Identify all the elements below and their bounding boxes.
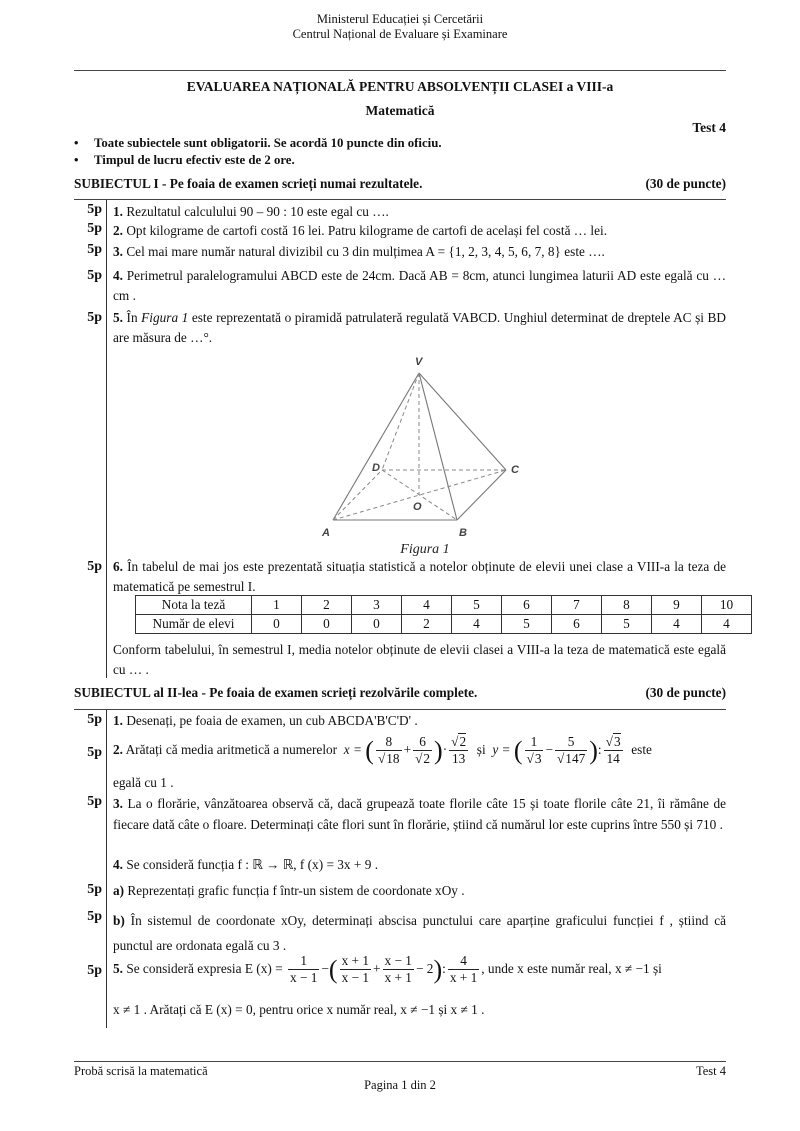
item-points: 5p: [87, 882, 102, 897]
item-points: 5p: [87, 712, 102, 727]
edge-VA: [333, 373, 419, 520]
row-label: Nota la teză: [136, 596, 252, 615]
item-points: 5p: [87, 745, 102, 760]
exam-title: EVALUAREA NAȚIONALĂ PENTRU ABSOLVENȚII CLASEI a VIII-a: [186, 79, 614, 94]
table-row: [136, 596, 752, 615]
question-6: 6. În tabelul de mai jos este prezentată situația statistică a notelor obținute de elevii unei clase a VIII-a la teza de matematică pe semestrul I.: [113, 559, 726, 594]
table-cell: 2: [402, 615, 452, 634]
section-1-heading: [74, 176, 726, 192]
table-cell: 6: [552, 615, 602, 634]
item-points: 5p: [87, 310, 102, 325]
table-cell: 8: [602, 596, 652, 615]
table-cell: 4: [702, 615, 752, 634]
section-2-divider: [74, 709, 726, 710]
item-points: 5p: [87, 794, 102, 809]
problem-2-end: egală cu 1 .: [113, 775, 174, 790]
question-2: 2. Opt kilograme de cartofi costă 16 lei. Patru kilograme de cartofi de același fel costă … lei.: [113, 223, 608, 238]
question-1: 1. Rezultatul calculului 90 – 90 : 10 este egal cu ….: [113, 204, 389, 219]
table-cell: 7: [552, 596, 602, 615]
label-V: V: [415, 356, 423, 368]
problem-4b: b) În sistemul de coordonate xOy, determinați abscisa punctului care aparține graficului funcției f , știind că punctul are ordonata egală cu 3 .: [113, 913, 726, 953]
table-cell: 4: [402, 596, 452, 615]
section-2-points: (30 de puncte): [645, 685, 726, 700]
section-1-divider: [74, 199, 726, 200]
points-column-divider: [106, 710, 107, 1028]
section-1-points: (30 de puncte): [645, 176, 726, 191]
edge-VD: [382, 373, 419, 470]
label-B: B: [459, 527, 467, 539]
pyramid-figure: [300, 345, 550, 560]
problem-4: 4. Se consideră funcția f : ℝ → ℝ, f (x) = 3x + 9 .: [113, 857, 379, 872]
table-cell: 5: [452, 596, 502, 615]
exam-subject: Matematică: [365, 103, 435, 118]
table-cell: 6: [502, 596, 552, 615]
table-cell: 0: [352, 615, 402, 634]
page-number: Pagina 1 din 2: [364, 1078, 436, 1092]
table-cell: 0: [252, 615, 302, 634]
item-points: 5p: [87, 559, 102, 574]
problem-5: 5. Se consideră expresia E (x) = $\frac{1}{x - 1}$ −( $\frac{x + 1}{x - 1}$ + $\frac{x - 1}{x + 1}$ − 2): $\frac{4}{x + 1}$ , unde x este număr real, x ≠ −1 și: [113, 953, 662, 986]
table-cell: 0: [302, 615, 352, 634]
instruction-item: • Toate subiectele sunt obligatorii. Se acordă 10 puncte din oficiu.: [74, 136, 442, 150]
item-points: 5p: [87, 268, 102, 283]
label-A: A: [322, 527, 330, 539]
table-cell: 10: [702, 596, 752, 615]
table-cell: 4: [452, 615, 502, 634]
section-1-title: SUBIECTUL I - Pe foaia de examen scrieți numai rezultatele.: [74, 176, 423, 191]
problem-2: 2. Arătați că media aritmetică a numerelor x = ( $\frac{8}{√18}$ + $\frac{6}{√2}$ )· $\frac{√2}{13}$ și y = ( $\frac{1}{√3}$ − $\frac{5}{√147}$ ): $\frac{√3}{14}$ este: [113, 734, 652, 767]
ministry-name: Ministerul Educației și Cercetării: [316, 12, 484, 26]
header-divider: [74, 70, 726, 71]
table-cell: 3: [352, 596, 402, 615]
question-6-conclusion: Conform tabelului, în semestrul I, media notelor obținute de elevii clasei a VIII-a la teza de matematică este egală cu … .: [113, 642, 726, 677]
problem-4a: a) Reprezentați grafic funcția f într-un sistem de coordonate xOy .: [113, 883, 465, 898]
table-cell: 5: [502, 615, 552, 634]
table-cell: 4: [652, 615, 702, 634]
center-name: Centrul Național de Evaluare și Examinare: [292, 27, 508, 41]
label-O: O: [413, 501, 422, 513]
figure-caption: Figura 1: [400, 542, 450, 557]
label-D: D: [372, 462, 380, 474]
problem-3: 3. La o florărie, vânzătoarea observă că, dacă grupează toate florile câte 15 și toate florile câte 21, îi rămâne de fiecare dată câte o floare. Determinați câte flori sunt în florărie, știind că numărul lor este cuprins între 550 și 710 .: [113, 796, 726, 832]
item-points: 5p: [87, 963, 102, 978]
instructions-list: [74, 135, 442, 169]
item-points: 5p: [87, 909, 102, 924]
item-points: 5p: [87, 202, 102, 217]
question-5: 5. În Figura 1 este reprezentată o piramidă patrulateră regulată VABCD. Unghiul determinat de dreptele AC și BD are măsura de …°.: [113, 310, 726, 345]
section-2-heading: [74, 685, 726, 701]
footer-left: Probă scrisă la matematică: [74, 1064, 208, 1078]
table-row: [136, 615, 752, 634]
table-cell: 1: [252, 596, 302, 615]
table-cell: 2: [302, 596, 352, 615]
item-points: 5p: [87, 242, 102, 257]
points-column-divider: [106, 200, 107, 678]
item-points: 5p: [87, 221, 102, 236]
problem-1: 1. Desenați, pe foaia de examen, un cub ABCDA'B'C'D' .: [113, 713, 418, 728]
instruction-item: • Timpul de lucru efectiv este de 2 ore.: [74, 153, 295, 167]
section-2-title: SUBIECTUL al II-lea - Pe foaia de examen scrieți rezolvările complete.: [74, 685, 478, 700]
footer-right: Test 4: [695, 1064, 726, 1078]
question-3: 3. Cel mai mare număr natural divizibil cu 3 din mulțimea A = {1, 2, 3, 4, 5, 6, 7, 8} este ….: [113, 244, 605, 259]
row-label: Număr de elevi: [136, 615, 252, 634]
table-cell: 9: [652, 596, 702, 615]
question-4: 4. Perimetrul paralelogramului ABCD este de 24cm. Dacă AB = 8cm, atunci lungimea laturii AD este egală cu …cm .: [113, 268, 726, 303]
problem-5-end: x ≠ 1 . Arătați că E (x) = 0, pentru orice x număr real, x ≠ −1 și x ≠ 1 .: [113, 1002, 485, 1017]
test-label: Test 4: [692, 120, 726, 135]
grades-table: [135, 595, 752, 634]
label-C: C: [511, 464, 519, 476]
footer-divider: [74, 1061, 726, 1062]
table-cell: 5: [602, 615, 652, 634]
